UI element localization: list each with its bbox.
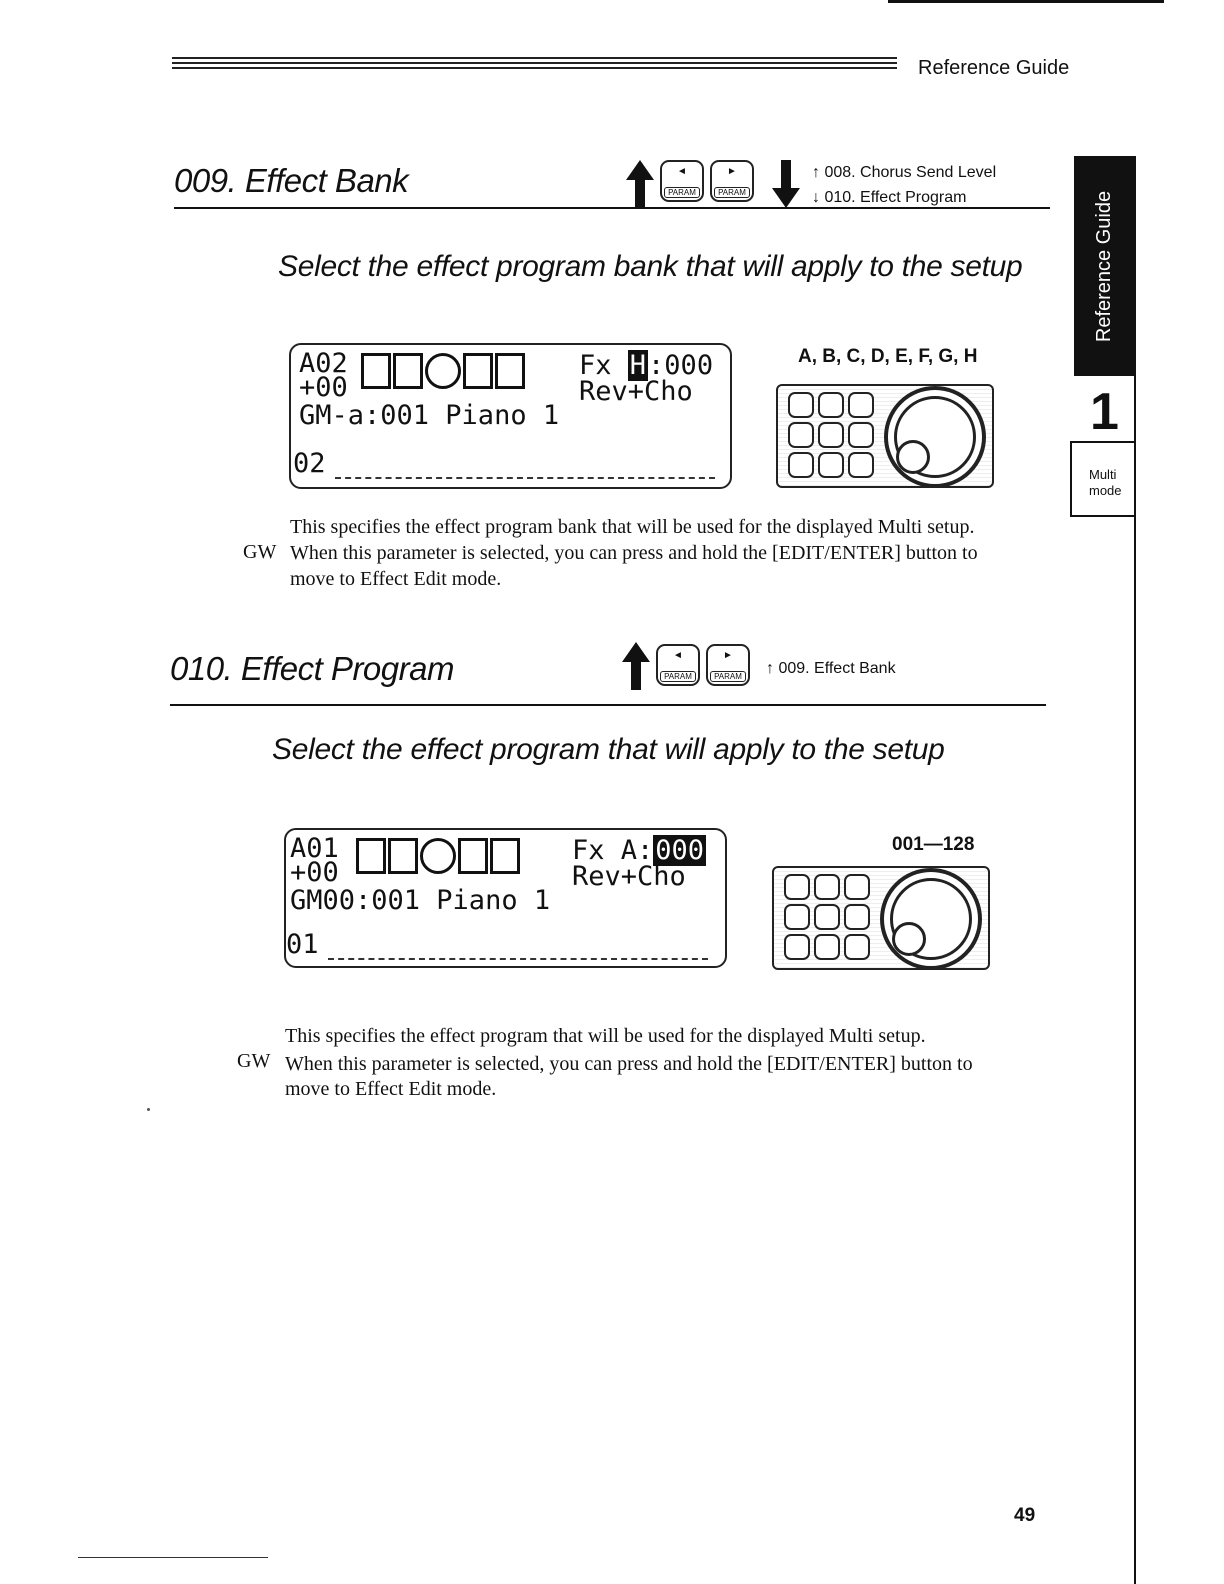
page-number: 49 [1014, 1505, 1036, 1526]
program-cursor: 000 [655, 835, 705, 866]
knob-icon [420, 838, 456, 874]
param-right-key[interactable]: ► PARAM [710, 160, 754, 202]
top-edge-rule [888, 0, 1164, 3]
fader-icon [490, 838, 520, 874]
nav-next[interactable]: ↓ 010. Effect Program [812, 189, 967, 206]
param-left-key[interactable]: ◄ PARAM [660, 160, 704, 202]
param-keys [660, 160, 754, 202]
nav-prev[interactable]: ↑ 008. Chorus Send Level [812, 164, 997, 181]
fader-icon [495, 353, 525, 389]
value-dial-icon [884, 386, 986, 488]
nav-prev[interactable]: ↑ 009. Effect Bank [766, 660, 896, 677]
gw-mark: GW [237, 1050, 271, 1072]
lcd-display: A01 +00 Fx A:000 Rev+Cho GM00:001 Piano 1 01 [284, 828, 727, 968]
value-dial-icon [880, 868, 982, 970]
description: move to Effect Edit mode. [290, 568, 502, 590]
header-rules [172, 57, 897, 73]
section-subtitle: Select the effect program that will apply to the setup [272, 733, 945, 766]
front-panel-illustration [772, 860, 990, 972]
lcd-display: A02 +00 Fx H:000 Rev+Cho GM-a:001 Piano 1 02 [289, 343, 732, 489]
description: When this parameter is selected, you can press and hold the [EDIT/ENTER] button to [285, 1053, 973, 1075]
section-rule [170, 704, 1046, 706]
range-label: 001—128 [892, 834, 975, 855]
chapter-tab-label: Reference Guide [1093, 190, 1116, 342]
gw-mark: GW [243, 541, 277, 563]
knob-icon [425, 353, 461, 389]
param-keys [656, 644, 750, 686]
up-arrow-icon [626, 160, 654, 208]
param-right-key[interactable]: ► PARAM [706, 644, 750, 686]
lcd-part-icons [356, 838, 520, 874]
down-arrow-icon [772, 160, 800, 208]
fader-icon [361, 353, 391, 389]
description: This specifies the effect program bank that will be used for the displayed Multi setup. [290, 516, 975, 538]
fader-icon [388, 838, 418, 874]
description: move to Effect Edit mode. [285, 1078, 497, 1100]
description: This specifies the effect program that will be used for the displayed Multi setup. [285, 1025, 926, 1047]
nav-links [812, 160, 996, 210]
front-panel-illustration [776, 378, 994, 490]
param-left-key[interactable]: ◄ PARAM [656, 644, 700, 686]
range-label: A, B, C, D, E, F, G, H [798, 346, 978, 367]
bank-cursor: H [629, 350, 647, 381]
section-title-effect-program: 010. Effect Program [170, 650, 454, 687]
up-arrow-icon [622, 642, 650, 690]
section-subtitle: Select the effect program bank that will apply to the setup [278, 250, 1023, 283]
fader-icon [356, 838, 386, 874]
nav-links [766, 656, 896, 681]
page-edge-rule [1134, 156, 1136, 1584]
chapter-mode: Multi mode [1089, 467, 1122, 498]
fader-icon [463, 353, 493, 389]
chapter-number: 1 [1090, 383, 1119, 441]
section-title-effect-bank: 009. Effect Bank [174, 162, 409, 199]
description: When this parameter is selected, you can press and hold the [EDIT/ENTER] button to [290, 542, 978, 564]
section-rule [174, 207, 1050, 209]
header-title: Reference Guide [918, 57, 1070, 79]
lcd-part-icons [361, 353, 525, 389]
fader-icon [393, 353, 423, 389]
fader-icon [458, 838, 488, 874]
